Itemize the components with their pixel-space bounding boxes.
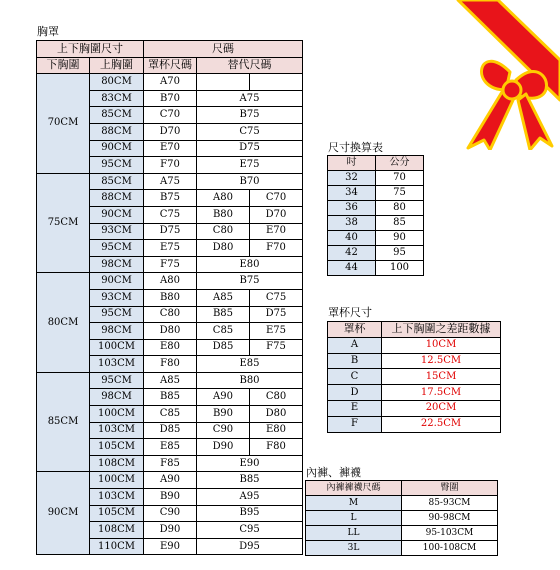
cup-letter-cell: D: [328, 385, 382, 401]
alt-size-cell: B70: [197, 173, 303, 190]
alt-size-cell: B85: [197, 472, 303, 489]
cm-cell: 95: [376, 246, 424, 261]
bust-cell: 110CM: [90, 538, 144, 555]
alt-size-cell: F80: [250, 439, 303, 456]
header-pants-size: 內褲褲襪尺碼: [306, 481, 402, 496]
cup-size-title: 罩杯尺寸: [328, 306, 372, 319]
cm-cell: 70: [376, 171, 424, 186]
bust-cell: 100CM: [90, 339, 144, 356]
table-row: [37, 472, 303, 489]
cup-size-cell: C90: [144, 505, 197, 522]
inch-cm-conversion-table: [327, 155, 424, 276]
alt-size-cell: C80: [250, 389, 303, 406]
inch-cell: 36: [328, 201, 376, 216]
cup-size-cell: A90: [144, 472, 197, 489]
alt-size-cell: D90: [197, 439, 250, 456]
alt-size-cell: E75: [197, 157, 303, 174]
bust-cell: 105CM: [90, 439, 144, 456]
inch-cell: 32: [328, 171, 376, 186]
bust-cell: 83CM: [90, 90, 144, 107]
bust-cell: 90CM: [90, 140, 144, 157]
cup-size-cell: E70: [144, 140, 197, 157]
bust-cell: 100CM: [90, 406, 144, 423]
header-alt-size: 替代尺碼: [197, 57, 303, 74]
alt-size-cell: D80: [250, 406, 303, 423]
cup-size-cell: F85: [144, 455, 197, 472]
alt-size-cell: B85: [197, 306, 250, 323]
cup-size-cell: C70: [144, 107, 197, 124]
table-row: [37, 372, 303, 389]
inch-cell: 42: [328, 246, 376, 261]
alt-size-cell: F75: [250, 339, 303, 356]
cup-size-cell: F80: [144, 356, 197, 373]
bust-difference-cell: 17.5CM: [382, 385, 501, 401]
alt-size-cell: B75: [197, 107, 303, 124]
alt-size-cell: D75: [250, 306, 303, 323]
bust-difference-cell: 10CM: [382, 337, 501, 353]
cm-cell: 100: [376, 261, 424, 276]
header-underbust: 下胸圍: [37, 57, 90, 74]
cup-size-cell: E85: [144, 439, 197, 456]
inch-cell: 34: [328, 186, 376, 201]
bust-cell: 93CM: [90, 223, 144, 240]
inch-cell: 38: [328, 216, 376, 231]
alt-size-cell: E75: [250, 323, 303, 340]
bust-cell: 90CM: [90, 273, 144, 290]
table-row: [328, 201, 424, 216]
cm-cell: 80: [376, 201, 424, 216]
underbust-cell: 85CM: [37, 372, 90, 472]
pants-size-cell: L: [306, 511, 402, 526]
header-bust: 上胸圍: [90, 57, 144, 74]
alt-size-cell: F70: [250, 240, 303, 257]
bust-cell: 88CM: [90, 123, 144, 140]
bra-size-table: [36, 40, 303, 555]
conversion-title: 尺寸換算表: [328, 141, 383, 154]
cup-size-cell: B85: [144, 389, 197, 406]
cup-size-cell: B80: [144, 289, 197, 306]
bust-cell: 95CM: [90, 240, 144, 257]
cm-cell: 90: [376, 231, 424, 246]
table-row: [328, 186, 424, 201]
table-row: [328, 369, 501, 385]
cup-size-cell: D85: [144, 422, 197, 439]
table-row: [37, 173, 303, 190]
alt-size-cell: D70: [250, 206, 303, 223]
table-row: [306, 541, 498, 556]
bust-cell: 103CM: [90, 489, 144, 506]
cup-size-cell: B90: [144, 489, 197, 506]
bust-difference-cell: 20CM: [382, 400, 501, 416]
pants-size-cell: M: [306, 496, 402, 511]
bust-cell: 80CM: [90, 74, 144, 91]
cup-size-cell: D80: [144, 323, 197, 340]
alt-size-cell: D75: [197, 140, 303, 157]
cup-size-cell: B75: [144, 190, 197, 207]
underbust-cell: 90CM: [37, 472, 90, 555]
bust-cell: 98CM: [90, 389, 144, 406]
header-bust-difference: 上下胸圍之差距數據: [382, 322, 501, 338]
table-row: [37, 74, 303, 91]
table-row: [328, 246, 424, 261]
header-hip: 臀圍: [402, 481, 498, 496]
hip-range-cell: 85-93CM: [402, 496, 498, 511]
alt-size-cell: C85: [197, 323, 250, 340]
alt-size-cell: E90: [197, 455, 303, 472]
bust-cell: 90CM: [90, 206, 144, 223]
bust-cell: 93CM: [90, 289, 144, 306]
table-row: [306, 511, 498, 526]
header-inch: 吋: [328, 156, 376, 171]
cup-size-cell: C80: [144, 306, 197, 323]
cup-size-cell: A80: [144, 273, 197, 290]
bust-cell: 95CM: [90, 306, 144, 323]
bust-cell: 98CM: [90, 323, 144, 340]
hip-range-cell: 100-108CM: [402, 541, 498, 556]
inch-cell: 44: [328, 261, 376, 276]
header-cm: 公分: [376, 156, 424, 171]
table-row: [328, 353, 501, 369]
alt-size-cell: E70: [250, 223, 303, 240]
header-cup: 罩杯: [328, 322, 382, 338]
cup-size-cell: D75: [144, 223, 197, 240]
table-row: [306, 526, 498, 541]
underbust-cell: 70CM: [37, 74, 90, 174]
bust-cell: 95CM: [90, 157, 144, 174]
ribbon-decoration: [398, 0, 560, 150]
alt-size-cell: B80: [197, 372, 303, 389]
pants-title: 內褲、褲襪: [306, 466, 361, 479]
bust-cell: 98CM: [90, 256, 144, 273]
cup-letter-cell: F: [328, 416, 382, 432]
pants-size-table: [305, 480, 498, 556]
bust-cell: 108CM: [90, 522, 144, 539]
alt-size-cell: E80: [250, 422, 303, 439]
cup-size-cell: D70: [144, 123, 197, 140]
alt-size-cell: E85: [197, 356, 303, 373]
table-row: [37, 273, 303, 290]
cm-cell: 85: [376, 216, 424, 231]
alt-size-cell: A85: [197, 289, 250, 306]
header-size: 尺碼: [144, 41, 303, 58]
alt-size-cell: C70: [250, 190, 303, 207]
cup-size-cell: F75: [144, 256, 197, 273]
inch-cell: 40: [328, 231, 376, 246]
bust-cell: 108CM: [90, 455, 144, 472]
alt-size-cell: [250, 74, 303, 91]
cup-size-cell: D90: [144, 522, 197, 539]
header-bust-range: 上下胸圍尺寸: [37, 41, 144, 58]
alt-size-cell: A95: [197, 489, 303, 506]
bust-difference-cell: 22.5CM: [382, 416, 501, 432]
alt-size-cell: C95: [197, 522, 303, 539]
alt-size-cell: B90: [197, 406, 250, 423]
cup-size-table: [327, 321, 501, 433]
pants-size-cell: LL: [306, 526, 402, 541]
header-cup-size: 罩杯尺碼: [144, 57, 197, 74]
alt-size-cell: B95: [197, 505, 303, 522]
underbust-cell: 75CM: [37, 173, 90, 273]
table-row: [328, 261, 424, 276]
alt-size-cell: A90: [197, 389, 250, 406]
alt-size-cell: D85: [197, 339, 250, 356]
bust-cell: 103CM: [90, 422, 144, 439]
cup-size-cell: E80: [144, 339, 197, 356]
alt-size-cell: E80: [197, 256, 303, 273]
alt-size-cell: D95: [197, 538, 303, 555]
alt-size-cell: C75: [197, 123, 303, 140]
cup-letter-cell: C: [328, 369, 382, 385]
table-row: [328, 231, 424, 246]
bust-cell: 103CM: [90, 356, 144, 373]
pants-size-cell: 3L: [306, 541, 402, 556]
cm-cell: 75: [376, 186, 424, 201]
cup-size-cell: A75: [144, 173, 197, 190]
table-row: [328, 171, 424, 186]
cup-size-cell: B70: [144, 90, 197, 107]
hip-range-cell: 90-98CM: [402, 511, 498, 526]
cup-size-cell: A85: [144, 372, 197, 389]
hip-range-cell: 95-103CM: [402, 526, 498, 541]
underbust-cell: 80CM: [37, 273, 90, 373]
alt-size-cell: [197, 74, 250, 91]
bust-cell: 85CM: [90, 107, 144, 124]
alt-size-cell: C80: [197, 223, 250, 240]
bust-cell: 88CM: [90, 190, 144, 207]
bust-cell: 100CM: [90, 472, 144, 489]
cup-size-cell: A70: [144, 74, 197, 91]
bust-cell: 105CM: [90, 505, 144, 522]
table-row: [328, 400, 501, 416]
table-row: [328, 337, 501, 353]
cup-size-cell: C85: [144, 406, 197, 423]
table-row: [306, 496, 498, 511]
bust-difference-cell: 15CM: [382, 369, 501, 385]
bust-cell: 95CM: [90, 372, 144, 389]
alt-size-cell: D80: [197, 240, 250, 257]
alt-size-cell: B75: [197, 273, 303, 290]
cup-size-cell: C75: [144, 206, 197, 223]
cup-size-cell: E75: [144, 240, 197, 257]
alt-size-cell: C90: [197, 422, 250, 439]
cup-size-cell: E90: [144, 538, 197, 555]
table-row: [328, 416, 501, 432]
cup-letter-cell: B: [328, 353, 382, 369]
bust-difference-cell: 12.5CM: [382, 353, 501, 369]
table-row: [328, 216, 424, 231]
cup-letter-cell: A: [328, 337, 382, 353]
cup-size-cell: F70: [144, 157, 197, 174]
table-row: [328, 385, 501, 401]
cup-letter-cell: E: [328, 400, 382, 416]
alt-size-cell: B80: [197, 206, 250, 223]
alt-size-cell: A75: [197, 90, 303, 107]
bra-section-title: 胸罩: [37, 25, 59, 38]
alt-size-cell: C75: [250, 289, 303, 306]
alt-size-cell: A80: [197, 190, 250, 207]
bust-cell: 85CM: [90, 173, 144, 190]
